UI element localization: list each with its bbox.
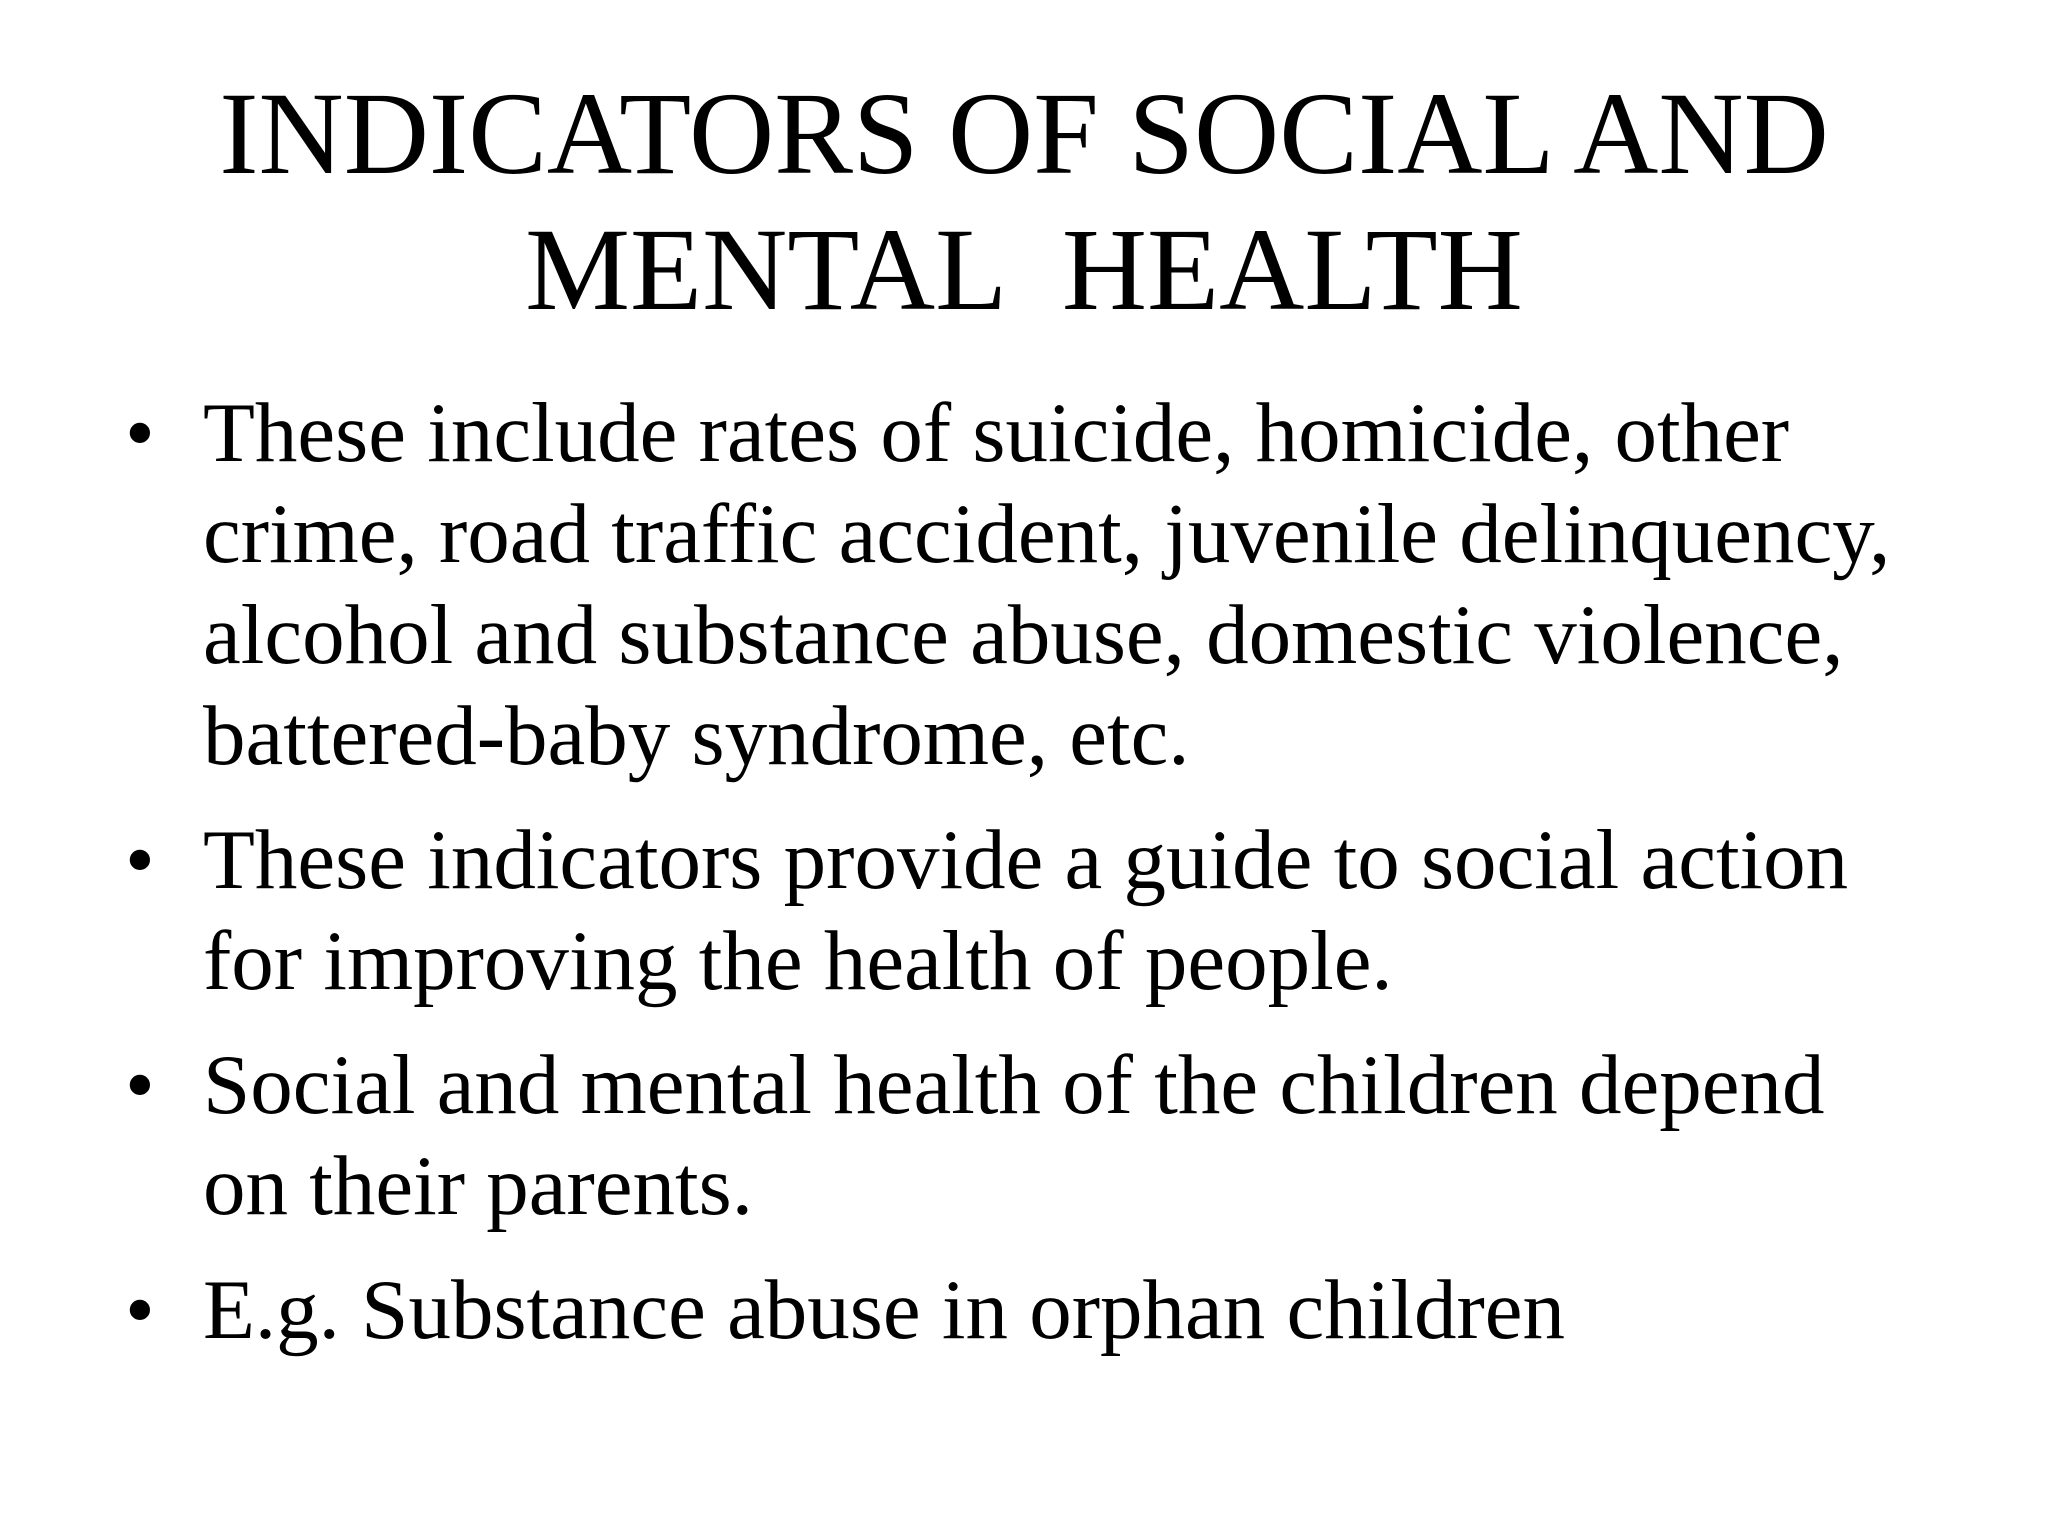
bullet-text-line: These include rates of suicide, homicide, other [203,386,1790,480]
slide-title-line: INDICATORS OF SOCIAL AND [219,68,1829,199]
bullet-item [125,1260,2005,1361]
bullet-text-line: crime, road traffic accident, juvenile delinquency, [203,487,1891,581]
bullet-item [125,1035,2005,1237]
bullet-text-line: on their parents. [203,1139,753,1233]
bullet-item [125,383,2005,787]
bullet-item [125,810,2005,1012]
bullet-dot: • [125,1263,155,1357]
slide-title-line: MENTAL HEALTH [525,204,1523,335]
bullet-dot: • [125,813,155,907]
slide-title [0,66,2048,338]
bullet-dot: • [125,1038,155,1132]
bullet-list [125,383,2005,1384]
bullet-text-line: battered-baby syndrome, etc. [203,689,1190,783]
bullet-text-line: These indicators provide a guide to social action [203,813,1849,907]
bullet-text-line: alcohol and substance abuse, domestic violence, [203,588,1844,682]
bullet-text-line: E.g. Substance abuse in orphan children [203,1263,1565,1357]
bullet-dot: • [125,386,155,480]
bullet-text-line: Social and mental health of the children depend [203,1038,1825,1132]
bullet-text-line: for improving the health of people. [203,914,1393,1008]
